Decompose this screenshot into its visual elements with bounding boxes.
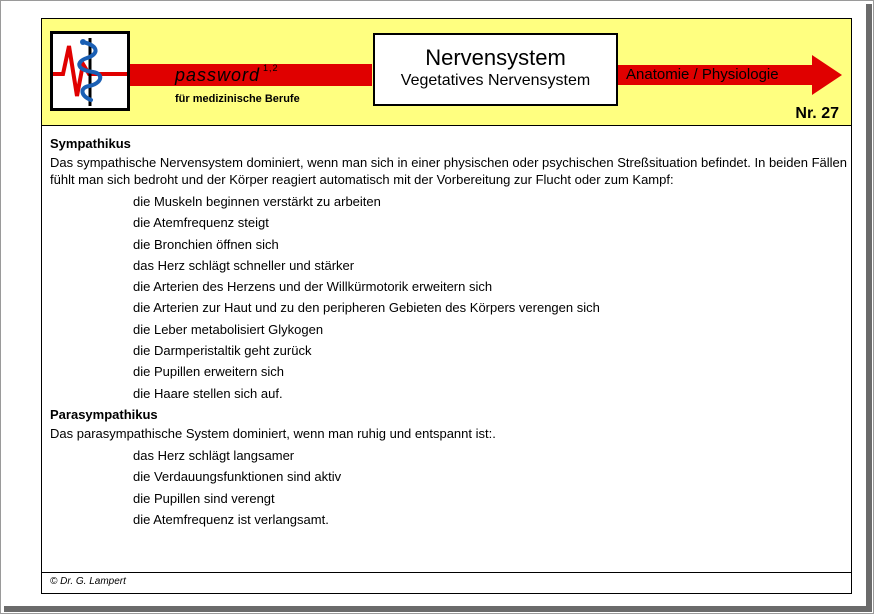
section-intro: Das sympathische Nervensystem dominiert, wenn man sich in einer physischen oder psychischen Streßsituation befindet. In beiden Fällen fühlt man sich bedroht und der Körper reagiert automatisch mit der Vorbereitung zur Flucht oder zum Kampf:: [50, 155, 848, 187]
list-item: die Darmperistaltik geht zurück: [133, 343, 312, 359]
list-item: die Verdauungsfunktionen sind aktiv: [133, 469, 342, 485]
symptom-list: [50, 191, 850, 404]
card-content: [50, 133, 850, 530]
brand-subtitle: für medizinische Berufe: [175, 93, 300, 105]
brand-name: password $^{1,2}$: [175, 63, 279, 85]
page-title: Nervensystem: [425, 45, 566, 70]
list-item: die Arterien zur Haut und zu den peripheren Gebieten des Körpers verengen sich: [133, 300, 600, 316]
logo: [50, 31, 130, 111]
section-intro: Das parasympathische System dominiert, wenn man ruhig und entspannt ist:.: [50, 425, 496, 441]
list-item: die Pupillen sind verengt: [133, 490, 275, 506]
list-item: die Leber metabolisiert Glykogen: [133, 321, 324, 337]
card-footer: [42, 572, 851, 594]
page-shadow: [4, 606, 872, 612]
list-item: das Herz schlägt schneller und stärker: [133, 257, 355, 273]
list-item: die Muskeln beginnen verstärkt zu arbeiten: [133, 194, 381, 209]
title-box: [373, 33, 618, 106]
card-number: Nr. 27: [795, 105, 839, 122]
topic-label: Anatomie / Physiologie: [626, 66, 779, 83]
list-item: das Herz schlägt langsamer: [133, 447, 295, 463]
list-item: die Pupillen erweitern sich: [133, 364, 285, 380]
list-item: die Bronchien öffnen sich: [133, 236, 279, 252]
card-header: [42, 19, 851, 126]
copyright: © Dr. G. Lampert: [50, 576, 126, 587]
caduceus-icon: [53, 34, 127, 108]
list-item: die Arterien des Herzens und der Willkürmotorik erweitern sich: [133, 279, 493, 295]
section-heading: Sympathikus: [50, 136, 131, 151]
page-subtitle: Vegetatives Nervensystem: [400, 72, 591, 89]
symptom-list: [50, 445, 850, 530]
section-heading: Parasympathikus: [50, 406, 158, 422]
list-item: die Atemfrequenz ist verlangsamt.: [133, 511, 329, 527]
list-item: die Atemfrequenz steigt: [133, 215, 269, 231]
page-shadow: [866, 4, 872, 612]
list-item: die Haare stellen sich auf.: [133, 385, 283, 401]
info-card: [41, 18, 852, 594]
